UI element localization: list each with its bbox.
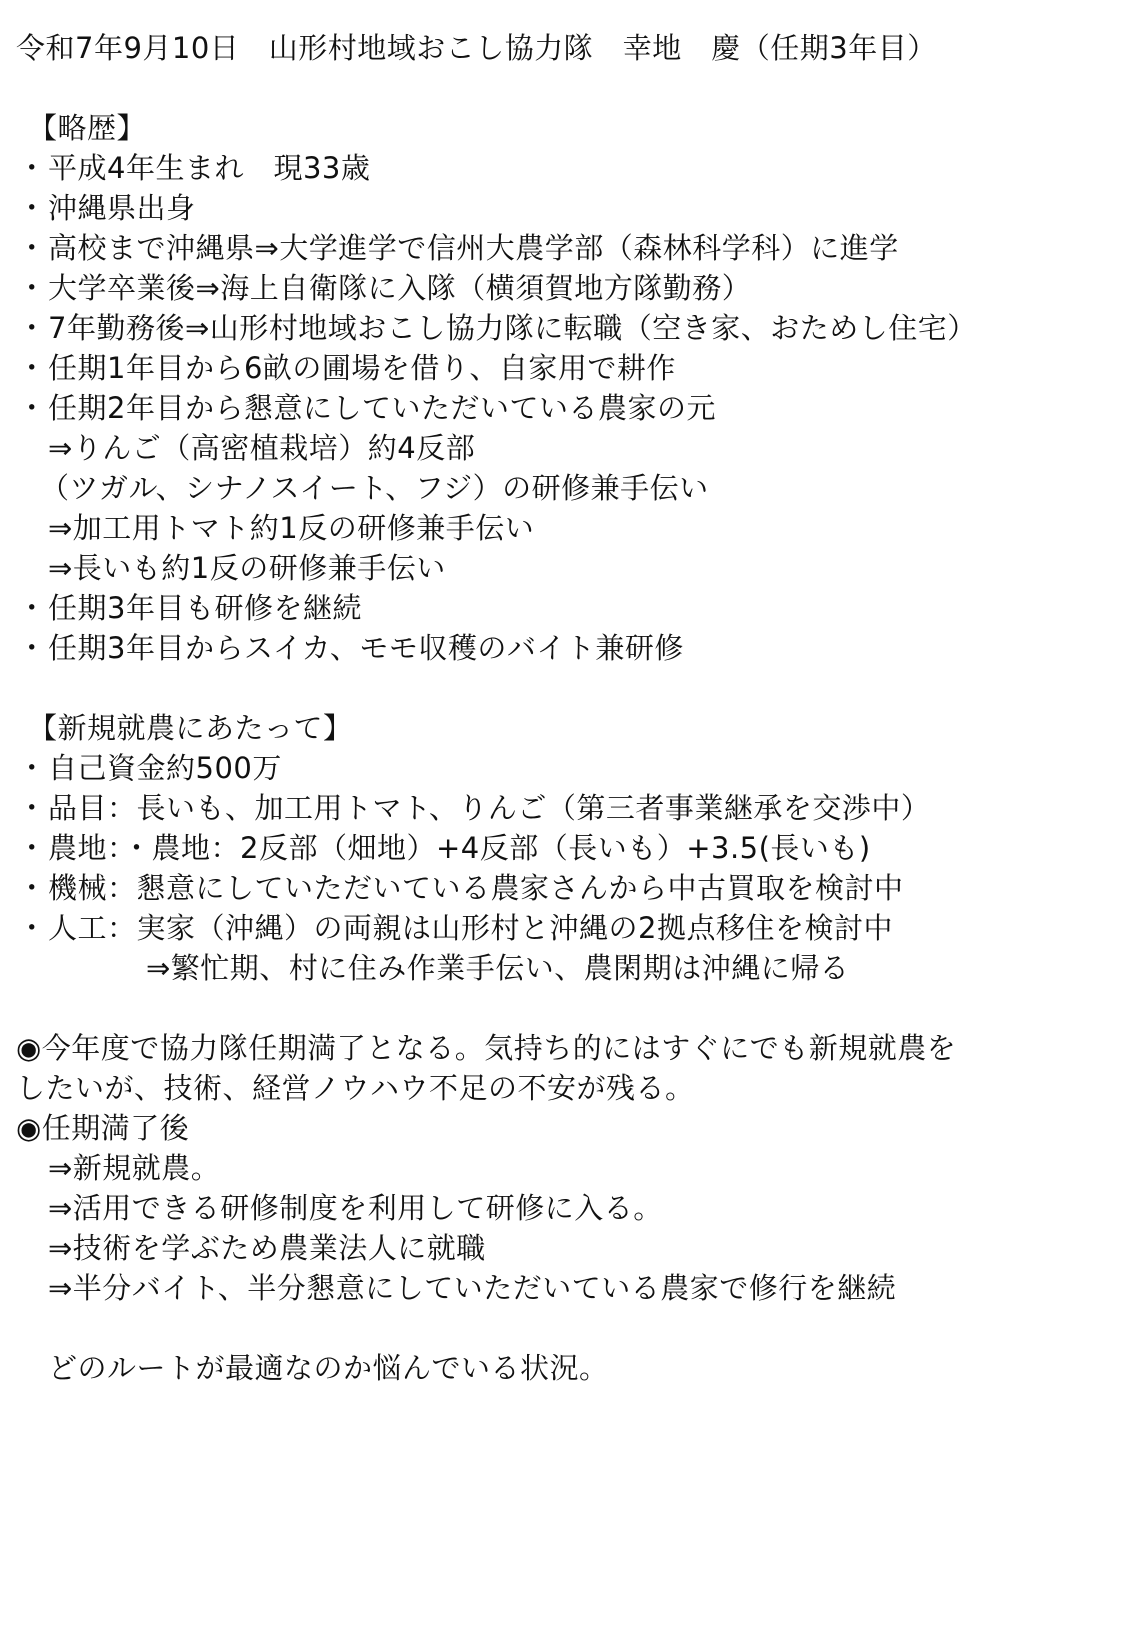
conclusion-line: どのルートが最適なのか悩んでいる状況。 [48, 1351, 609, 1385]
new-farming-item [16, 908, 1125, 948]
career-item [16, 588, 1125, 628]
bullet: ・ [17, 391, 47, 425]
option-line: ⇒半分バイト、半分懇意にしていただいている農家で修行を継続 [48, 1271, 897, 1305]
bullet: ・ [17, 151, 47, 185]
career-item [16, 348, 1125, 388]
new-farming-item [16, 748, 1125, 788]
career-item [16, 148, 1125, 188]
bullet: ・ [17, 311, 47, 345]
career-item [16, 188, 1125, 228]
bullet: ・ [17, 631, 47, 665]
career-sub-line: ⇒加工用トマト約1反の研修兼手伝い [48, 511, 535, 545]
new-farming-item-text: 機械：懇意にしていただいている農家さんから中古買取を検討中 [48, 871, 904, 905]
new-farming-item-text: 品目：長いも、加工用トマト、りんご（第三者事業継承を交渉中） [48, 791, 931, 825]
career-item-text: 任期1年目から6畝の圃場を借り、自家用で耕作 [48, 351, 676, 385]
new-farming-item-text: 農地：・農地：2反部（畑地）+4反部（長いも）+3.5(長いも) [48, 831, 871, 865]
career-item [16, 228, 1125, 268]
career-sub-line: （ツガル、シナノスイート、フジ）の研修兼手伝い [40, 471, 709, 505]
bullet: ・ [17, 591, 47, 625]
career-item-text: 大学卒業後⇒海上自衛隊に入隊（横須賀地方隊勤務） [48, 271, 752, 305]
career-item [16, 308, 1125, 348]
spacer [16, 988, 1125, 1028]
career-sub-line: ⇒長いも約1反の研修兼手伝い [48, 551, 446, 585]
bullet: ・ [17, 791, 47, 825]
bullet: ・ [17, 911, 47, 945]
bullet: ・ [17, 271, 47, 305]
career-item [16, 388, 1125, 428]
spacer [16, 1308, 1125, 1348]
career-item [16, 628, 1125, 668]
option-line: ⇒技術を学ぶため農業法人に就職 [48, 1231, 486, 1265]
new-farming-heading: 【新規就農にあたって】 [28, 711, 353, 745]
bullet: ・ [17, 751, 47, 785]
new-farming-item [16, 788, 1125, 828]
career-item-text: 高校まで沖縄県⇒大学進学で信州大農学部（森林科学科）に進学 [48, 231, 899, 265]
bullet: ・ [17, 831, 47, 865]
option-line: ⇒活用できる研修制度を利用して研修に入る。 [48, 1191, 663, 1225]
note-line: したいが、技術、経営ノウハウ不足の不安が残る。 [16, 1071, 695, 1105]
bullet: ・ [17, 871, 47, 905]
option-line: ⇒新規就農。 [48, 1151, 221, 1185]
spacer [16, 668, 1125, 708]
career-heading: 【略歴】 [28, 111, 147, 145]
new-farming-item-text: 自己資金約500万 [48, 751, 282, 785]
bullet: ・ [17, 231, 47, 265]
new-farming-item [16, 828, 1125, 868]
after-term-heading: ◉任期満了後 [16, 1111, 190, 1145]
new-farming-item [16, 868, 1125, 908]
career-item-text: 任期3年目からスイカ、モモ収穫のバイト兼研修 [48, 631, 684, 665]
note-line: ◉今年度で協力隊任期満了となる。気持ち的にはすぐにでも新規就農を [16, 1031, 957, 1065]
career-item-text: 任期3年目も研修を継続 [48, 591, 362, 625]
career-sub-line: ⇒りんご（高密植栽培）約4反部 [48, 431, 476, 465]
career-item [16, 268, 1125, 308]
career-item-text: 7年勤務後⇒山形村地域おこし協力隊に転職（空き家、おためし住宅） [48, 311, 977, 345]
new-farming-sub-line: ⇒繁忙期、村に住み作業手伝い、農閑期は沖縄に帰る [146, 951, 850, 985]
bullet: ・ [17, 351, 47, 385]
spacer [16, 68, 1125, 108]
career-item-text: 平成4年生まれ 現33歳 [48, 151, 371, 185]
career-item-text: 沖縄県出身 [48, 191, 196, 225]
career-item-text: 任期2年目から懇意にしていただいている農家の元 [48, 391, 716, 425]
document-title: 令和7年9月10日 山形村地域おこし協力隊 幸地 慶（任期3年目） [16, 31, 937, 65]
new-farming-item-text: 人工：実家（沖縄）の両親は山形村と沖縄の2拠点移住を検討中 [48, 911, 893, 945]
bullet: ・ [17, 191, 47, 225]
